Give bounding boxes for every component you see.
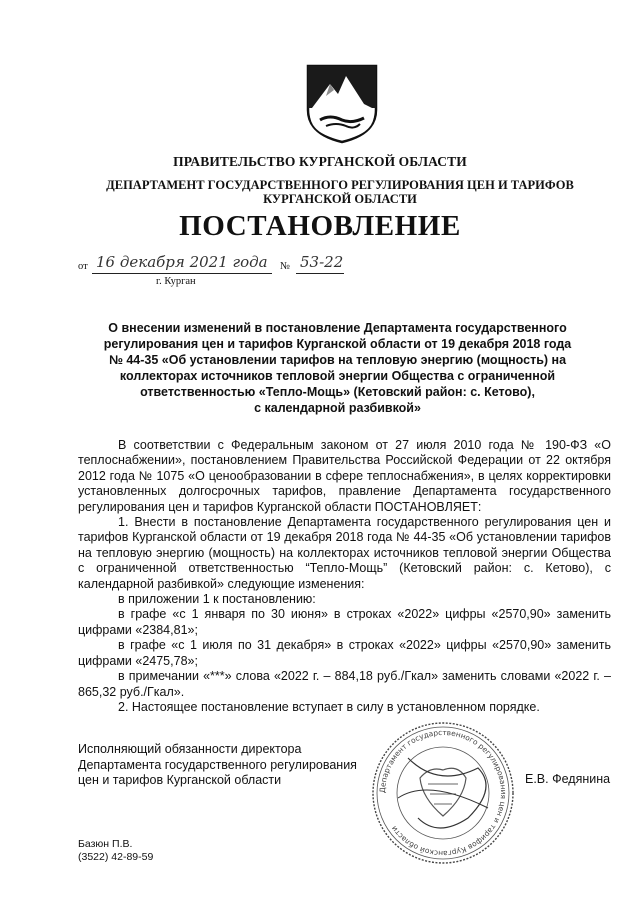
- subject-line: О внесении изменений в постановление Департамента государственного: [108, 321, 567, 335]
- subject-line: коллекторах источников тепловой энергии Общества с ограниченной: [119, 369, 556, 383]
- item-1-change-second-half: в графе «с 1 июля по 31 декабря» в строках «2022» цифры «2570,90» заменить цифрами «2475,78»;: [78, 638, 611, 668]
- document-body: [78, 438, 611, 715]
- subject-line: регулирования цен и тарифов Курганской области от 19 декабря 2018 года: [103, 337, 572, 351]
- contact-info: [78, 838, 153, 864]
- department-title-line1: ДЕПАРТАМЕНТ ГОСУДАРСТВЕННОГО РЕГУЛИРОВАНИЯ ЦЕН И ТАРИФОВ: [106, 178, 574, 192]
- item-1-change-note: в примечании «***» слова «2022 г. – 884,18 руб./Гкал» заменить словами «2022 г. – 865,32 руб./Гкал».: [78, 669, 611, 699]
- department-title: [60, 178, 620, 206]
- subject-line: с календарной разбивкой»: [254, 401, 421, 415]
- signer-name: Е.В. Федянина: [525, 772, 611, 786]
- city-label: г. Курган: [156, 276, 196, 287]
- contact-phone: (3522) 42-89-59: [78, 851, 154, 863]
- government-title: ПРАВИТЕЛЬСТВО КУРГАНСКОЙ ОБЛАСТИ: [173, 154, 467, 169]
- signer-position-line: Департамента государственного регулирования: [78, 757, 357, 772]
- item-1-paragraph: 1. Внести в постановление Департамента государственного регулирования цен и тарифов Курганской области от 19 декабря 2018 года № 44-35 «Об установлении тарифов на тепловую энергию (мощность) на коллекторах источников тепловой энергии Общества с ограниченной ответственностью “Тепло-Мощь” (Кетовский район: с. Кетово), с календарной разбивкой» следующие изменения:: [78, 515, 611, 591]
- official-stamp-seal: [368, 718, 518, 868]
- date-field: [92, 253, 272, 274]
- signer-position-line: Исполняющий обязанности директора: [78, 742, 302, 756]
- number-label: №: [280, 261, 291, 272]
- subject-line: ответственностью «Тепло-Мощь» (Кетовский район: с. Кетово),: [140, 385, 535, 399]
- signer-position-line: цен и тарифов Курганской области: [78, 773, 282, 787]
- document-type-heading: ПОСТАНОВЛЕНИЕ: [179, 210, 461, 242]
- item-2-paragraph: 2. Настоящее постановление вступает в силу в установленном порядке.: [118, 699, 540, 714]
- svg-text:Департамент государственного р: Департамент государственного регулирования цен и тарифов Курганской области: [377, 727, 509, 859]
- document-subject: [70, 320, 605, 416]
- number-handwritten: 53-22: [300, 253, 344, 271]
- subject-line: № 44-35 «Об установлении тарифов на тепловую энергию (мощность) на: [108, 353, 567, 367]
- item-1-change-first-half: в графе «с 1 января по 30 июня» в строках «2022» цифры «2570,90» заменить цифрами «2384,81»;: [78, 607, 611, 637]
- coat-of-arms-emblem: [306, 64, 378, 144]
- date-handwritten: 16 декабря 2021 года: [96, 253, 268, 271]
- signer-position: [78, 742, 357, 789]
- contact-person: Базюн П.В.: [78, 838, 133, 850]
- item-1-annex: в приложении 1 к постановлению:: [118, 592, 316, 607]
- number-field: [296, 253, 344, 274]
- preamble-paragraph: В соответствии с Федеральным законом от 27 июля 2010 года № 190-ФЗ «О теплоснабжении», постановлением Правительства Российской Федерации от 22 октября 2012 года № 1075 «О ценообразовании в сфере теплоснабжения», в целях корректировки установленных долгосрочных тарифов, правление Департамента государственного регулирования цен и тарифов Курганской области ПОСТАНОВЛЯЕТ:: [78, 438, 611, 514]
- date-from-label: от: [78, 261, 88, 272]
- department-title-line2: КУРГАНСКОЙ ОБЛАСТИ: [263, 192, 417, 206]
